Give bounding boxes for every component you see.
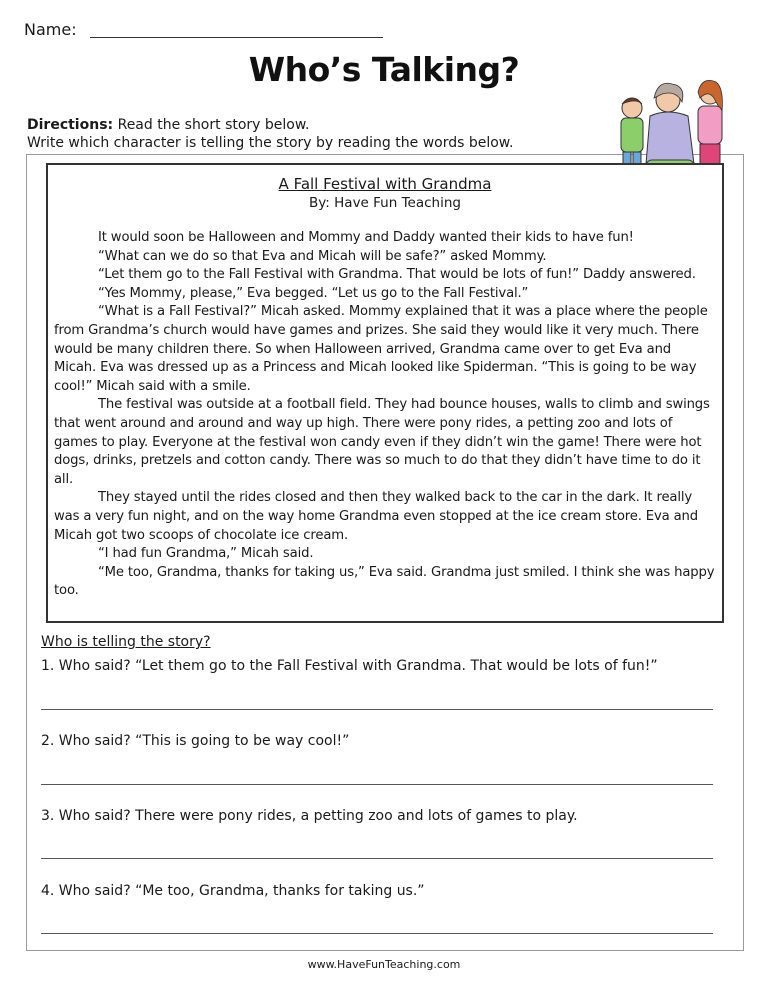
directions <box>27 116 513 152</box>
story-paragraph: “Yes Mommy, please,” Eva begged. “Let us go to the Fall Festival.” <box>98 285 529 301</box>
story-paragraph: It would soon be Halloween and Mommy and Daddy wanted their kids to have fun! <box>98 230 634 245</box>
question-2: 2. Who said? “This is going to be way cool!” <box>41 733 350 749</box>
name-label: Name: <box>24 20 77 39</box>
directions-label: Directions: <box>27 117 114 133</box>
story-box <box>46 163 724 623</box>
story-title: A Fall Festival with Grandma <box>278 175 492 193</box>
answer-line-4[interactable] <box>41 933 713 934</box>
story-paragraph: “I had fun Grandma,” Micah said. <box>98 546 314 562</box>
question-4: 4. Who said? “Me too, Grandma, thanks for taking us.” <box>41 883 425 899</box>
name-answer-line[interactable] <box>90 37 383 38</box>
answer-line-1[interactable] <box>41 709 713 710</box>
question-1: 1. Who said? “Let them go to the Fall Festival with Grandma. That would be lots of fun!” <box>41 658 658 674</box>
story-paragraph: “What is a Fall Festival?” Micah asked. Mommy explained that it was a place where the people from Grandma’s church would have games and prizes. She said they would like it very much. There would be many children there. So when Halloween arrived, Grandma came over to get Eva and Micah. Eva was dressed up as a Princess and Micah looked like Spiderman. “This is going to be way cool!” Micah said with a smile. <box>54 304 708 394</box>
story-text <box>54 229 716 601</box>
footer-url[interactable]: www.HaveFunTeaching.com <box>307 958 461 971</box>
directions-line-2: Write which character is telling the story by reading the words below. <box>27 135 514 151</box>
questions-header: Who is telling the story? <box>41 634 211 650</box>
story-paragraph: “What can we do so that Eva and Micah will be safe?” asked Mommy. <box>98 248 547 264</box>
story-paragraph: “Me too, Grandma, thanks for taking us,” Eva said. Grandma just smiled. I think she was happy too. <box>54 564 715 599</box>
page-title: Who’s Talking? <box>248 50 520 89</box>
story-paragraph: The festival was outside at a football field. They had bounce houses, walls to climb and swings that went around and around and way up high. There were pony rides, a petting zoo and lots of games to play. Everyone at the festival won candy even if they didn’t win the game! There were hot dogs, drinks, pretzels and cotton candy. There was so much to do that they didn’t have time to do it all. <box>54 397 710 487</box>
story-paragraph: “Let them go to the Fall Festival with Grandma. That would be lots of fun!” Daddy answered. <box>98 267 696 283</box>
question-3: 3. Who said? There were pony rides, a petting zoo and lots of games to play. <box>41 808 578 824</box>
answer-line-2[interactable] <box>41 784 713 785</box>
story-paragraph: They stayed until the rides closed and then they walked back to the car in the dark. It really was a very fun night, and on the way home Grandma even stopped at the ice cream store. Eva and Micah got two scoops of chocolate ice cream. <box>54 490 698 543</box>
answer-line-3[interactable] <box>41 858 713 859</box>
story-byline: By: Have Fun Teaching <box>309 195 461 211</box>
directions-line-1: Read the short story below. <box>113 117 310 133</box>
